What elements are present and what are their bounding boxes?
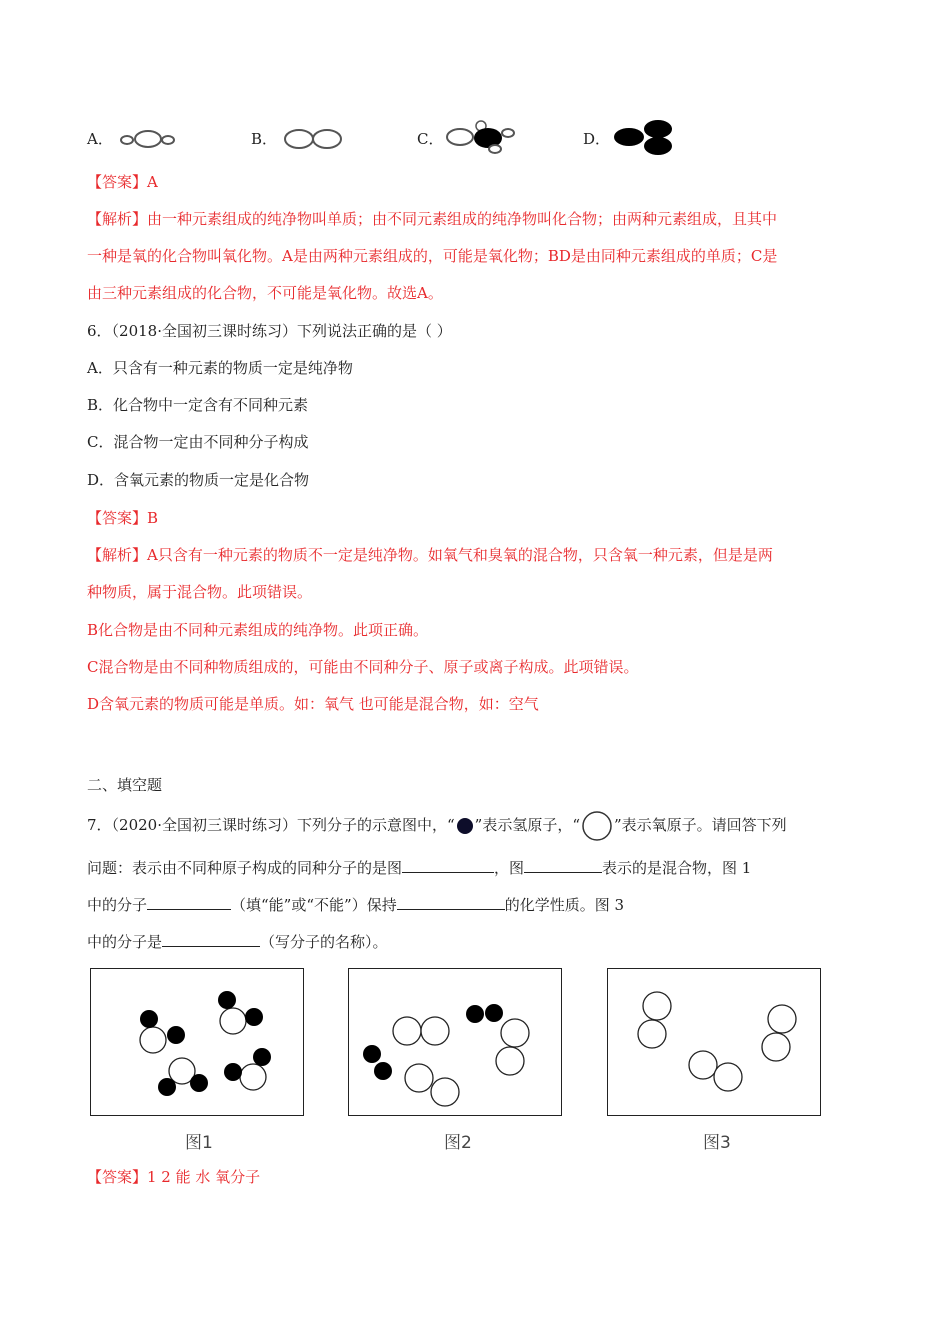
figure-1	[90, 968, 304, 1116]
q6-analysis-line-2: 种物质，属于混合物。此项错误。	[87, 583, 313, 601]
q6-answer: 【答案】B	[87, 509, 159, 527]
q6-option-d: D．含氧元素的物质一定是化合物	[87, 471, 310, 489]
hydrogen-atom-icon	[455, 816, 475, 836]
q6-option-b: B．化合物中一定含有不同种元素	[87, 396, 309, 414]
q6-stem: 6．（2018·全国初三课时练习）下列说法正确的是（ ）	[87, 322, 452, 340]
q6-analysis-line-4: C混合物是由不同种物质组成的，可能由不同种分子、原子或离子构成。此项错误。	[87, 658, 639, 676]
q5-analysis-line-3: 由三种元素组成的化合物，不可能是氧化物。故选A。	[87, 284, 443, 302]
figure-1-molecules	[91, 969, 305, 1117]
figure-3-molecules	[608, 969, 822, 1117]
q5-analysis-line-1: 【解析】由一种元素组成的纯净物叫单质；由不同元素组成的纯净物叫化合物；由两种元素组成，且其中	[87, 210, 778, 228]
q6-option-a: A．只含有一种元素的物质一定是纯净物	[87, 359, 353, 377]
q7-answer: 【答案】1 2 能 水 氧分子	[87, 1168, 261, 1186]
q6-analysis-line-1: 【解析】A只含有一种元素的物质不一定是纯净物。如氧气和臭氧的混合物，只含氧一种元素，但是是两	[87, 546, 773, 564]
molecule-c-icon	[444, 118, 520, 158]
q7-line-3: 中的分子 （填“能”或“不能”）保持 的化学性质。图 3	[87, 893, 624, 916]
q5-option-a: A．	[87, 130, 113, 148]
figure-1-caption: 图1	[185, 1133, 213, 1153]
answer-blank-4[interactable]	[397, 893, 505, 910]
q7-stem-line-1: 7．（2020·全国初三课时练习）下列分子的示意图中，“ ”表示氢原子，“ ”表示氧原子。请回答下列	[87, 811, 787, 841]
oxygen-atom-icon	[580, 811, 614, 841]
answer-blank-2[interactable]	[524, 856, 602, 873]
answer-blank-5[interactable]	[162, 930, 260, 947]
molecule-d-icon	[612, 118, 676, 158]
q5-option-c: C．	[417, 130, 444, 148]
q7-line-2: 问题：表示由不同种原子构成的同种分子的是图 ，图 表示的是混合物，图 1	[87, 856, 751, 879]
q6-analysis-line-5: D含氧元素的物质可能是单质。如：氧气 也可能是混合物，如：空气	[87, 695, 539, 713]
q5-option-d: D．	[583, 130, 611, 148]
molecule-a-icon	[116, 128, 180, 152]
figure-2	[348, 968, 562, 1116]
section-title: 二、填空题	[87, 776, 163, 794]
answer-blank-1[interactable]	[402, 856, 494, 873]
q6-option-c: C．混合物一定由不同种分子构成	[87, 433, 309, 451]
q5-option-b: B．	[251, 130, 278, 148]
figure-2-caption: 图2	[444, 1133, 472, 1153]
figure-2-molecules	[349, 969, 563, 1117]
answer-blank-3[interactable]	[147, 893, 231, 910]
q5-answer: 【答案】A	[87, 173, 158, 191]
figure-3-caption: 图3	[703, 1133, 731, 1153]
figure-3	[607, 968, 821, 1116]
molecule-b-icon	[282, 127, 346, 151]
q7-line-4: 中的分子是 （写分子的名称）。	[87, 930, 388, 953]
q5-analysis-line-2: 一种是氧的化合物叫氧化物。A是由两种元素组成的，可能是氧化物；BD是由同种元素组成的单质；C是	[87, 247, 778, 265]
q6-analysis-line-3: B化合物是由不同种元素组成的纯净物。此项正确。	[87, 621, 429, 639]
